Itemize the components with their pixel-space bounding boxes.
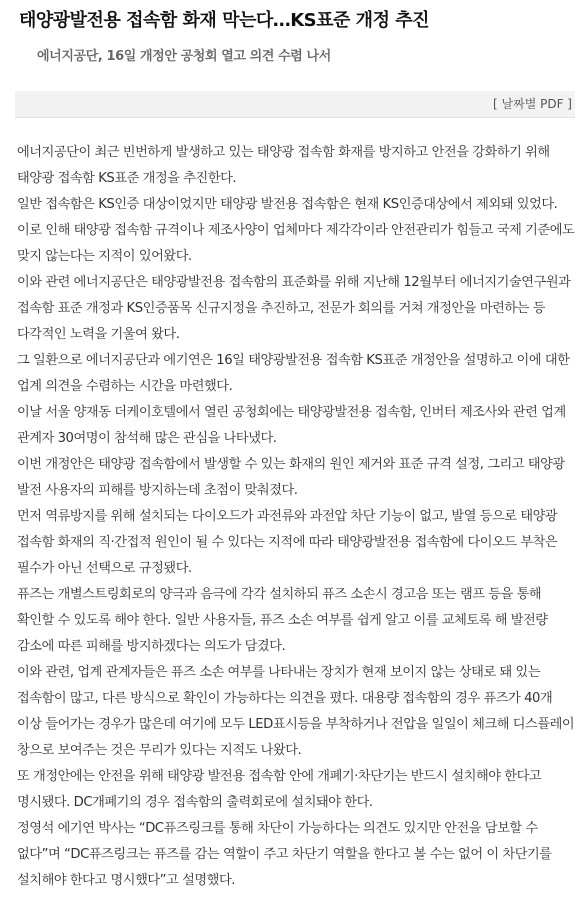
article-body [17, 140, 577, 894]
body-paragraph: 이와 관련 에너지공단은 태양광발전용 접속함의 표준화를 위해 지난해 12월부터 에너지기술연구원과 접속함 표준 개정과 KS인증품목 신규지정을 추진하고, 전문가 회의를 거쳐 개정안을 마련하는 등 다각적인 노력을 기울여 왔다. [17, 275, 571, 342]
body-paragraph: 또 개정안에는 안전을 위해 태양광 발전용 접속함 안에 개폐기·차단기는 반드시 설치해야 한다고 명시됐다. DC개폐기의 경우 접속함의 출력회로에 설치돼야 한다. [17, 769, 542, 810]
body-paragraph: 퓨즈는 개별스트링회로의 양극과 음극에 각각 설치하되 퓨즈 소손시 경고음 또는 램프 등을 통해 확인할 수 있도록 해야 한다. 일반 사용자들, 퓨즈 소손 여부를 쉽게 알고 이를 교체토록 해 발전량 감소에 따른 피해를 방지하겠다는 의도가 담겼다. [17, 587, 548, 654]
article-subheadline: 에너지공단, 16일 개정안 공청회 열고 의견 수렴 나서 [37, 49, 331, 64]
body-paragraph: 먼저 역류방지를 위해 설치되는 다이오드가 과전류와 과전압 차단 기능이 없고, 발열 등으로 태양광 접속함 화재의 직·간접적 원인이 될 수 있다는 지적에 따라 태양광발전용 접속함에 다이오드 부착은 필수가 아닌 선택으로 규정됐다. [17, 509, 558, 576]
body-paragraph: 이날 서울 양재동 더케이호텔에서 열린 공청회에는 태양광발전용 접속함, 인버터 제조사와 관련 업계 관계자 30여명이 참석해 많은 관심을 나타냈다. [17, 405, 566, 446]
body-paragraph: 이와 관련, 업계 관계자들은 퓨즈 소손 여부를 나타내는 장치가 현재 보이지 않는 상태로 돼 있는 접속함이 많고, 다른 방식으로 확인이 가능하다는 의견을 폈다. 대용량 접속함의 경우 퓨즈가 40개 이상 들어가는 경우가 많은데 여기에 모두 LED표시등을 부착하거나 전압을 일일이 체크해 디스플레이 창으로 보여주는 것은 무리가 있다는 지적도 나왔다. [17, 665, 575, 758]
body-paragraph: 정영석 에기연 박사는 “DC퓨즈링크를 통해 차단이 가능하다는 의견도 있지만 안전을 담보할 수 없다”며 “DC퓨즈링크는 퓨즈를 감는 역할이 주고 차단기 역할을 한다고 볼 수는 없어 이 차단기를 설치해야 한다고 명시했다”고 설명했다. [17, 821, 552, 888]
article-headline: 태양광발전용 접속함 화재 막는다…KS표준 개정 추진 [19, 10, 430, 31]
body-paragraph: 이번 개정안은 태양광 접속함에서 발생할 수 있는 화재의 원인 제거와 표준 규격 설정, 그리고 태양광 발전 사용자의 피해를 방지하는데 초점이 맞춰졌다. [17, 457, 565, 498]
date-pdf-link[interactable]: [ 날짜별 PDF ] [493, 97, 572, 111]
body-paragraph: 그 일환으로 에너지공단과 에기연은 16일 태양광발전용 접속함 KS표준 개정안을 설명하고 이에 대한 업계 의견을 수렴하는 시간을 마련했다. [17, 353, 570, 394]
pdf-toolbar [15, 91, 575, 118]
body-paragraph: 일반 접속함은 KS인증 대상이었지만 태양광 발전용 접속함은 현재 KS인증대상에서 제외돼 있었다. 이로 인해 태양광 접속함 규격이나 제조사양이 업체마다 제각각이라 안전관리가 힘들고 국제 기준에도 맞지 않는다는 지적이 있어왔다. [17, 197, 575, 264]
body-paragraph: 에너지공단이 최근 빈번하게 발생하고 있는 태양광 접속함 화재를 방지하고 안전을 강화하기 위해 태양광 접속함 KS표준 개정을 추진한다. [17, 145, 550, 186]
